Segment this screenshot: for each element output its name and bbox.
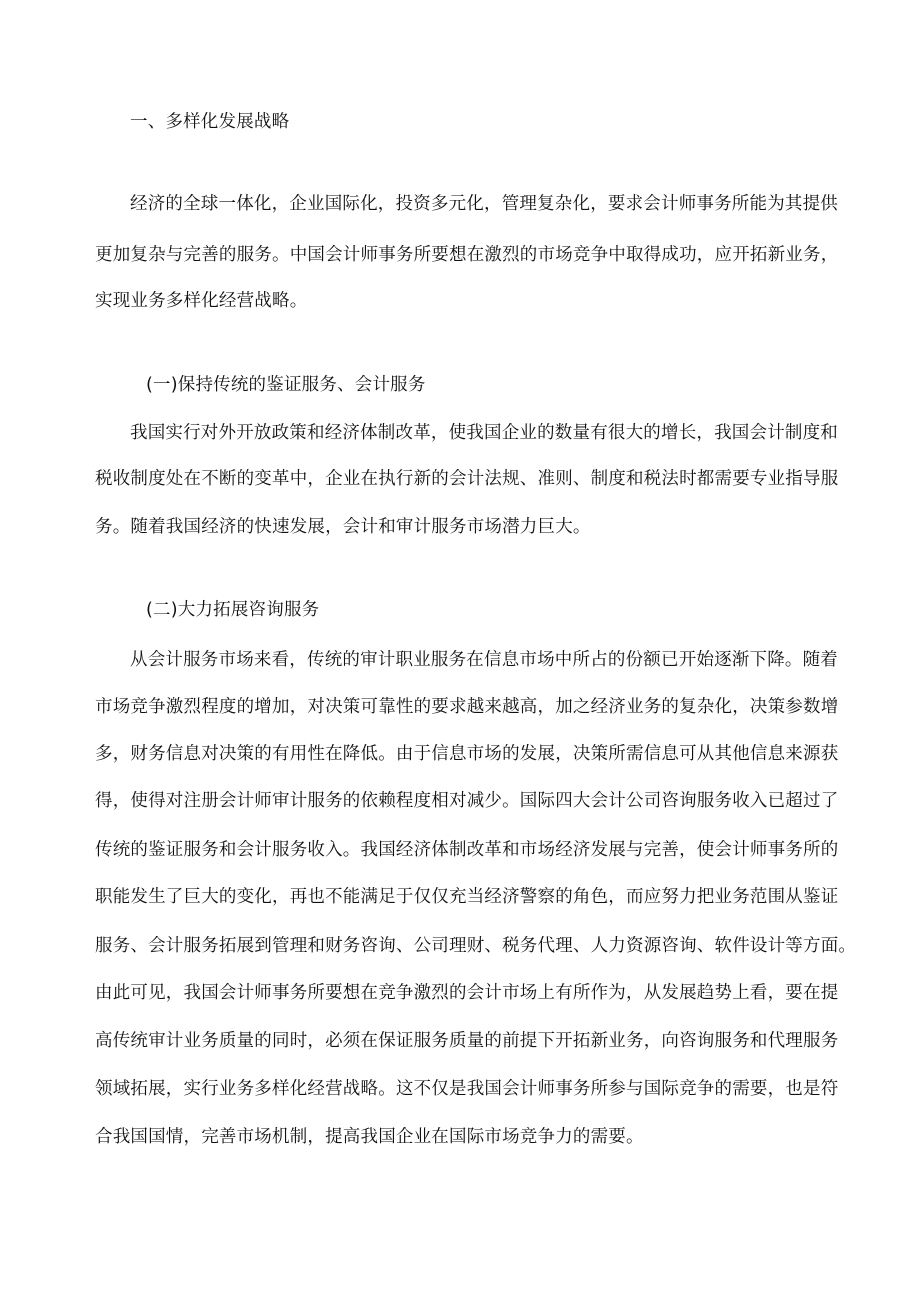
intro-line-2: 更加复杂与完善的服务。中国会计师事务所要想在激烈的市场竞争中取得成功，应开拓新业务， (95, 245, 839, 265)
subsection-2-line-5: 传统的鉴证服务和会计服务收入。我国经济体制改革和市场经济发展与完善，使会计师事务所的 (95, 840, 839, 860)
subsection-2-line-9: 高传统审计业务质量的同时，必须在保证服务质量的前提下开拓新业务，向咨询服务和代理服务 (95, 1031, 839, 1051)
intro-line-1: 经济的全球一体化，企业国际化，投资多元化，管理复杂化，要求会计师事务所能为其提供 (130, 194, 838, 214)
intro-line-3: 实现业务多样化经营战略。 (95, 291, 308, 311)
subsection-2-line-3: 多，财务信息对决策的有用性在降低。由于信息市场的发展，决策所需信息可从其他信息来源获 (95, 744, 839, 764)
subsection-2-line-6: 职能发生了巨大的变化，再也不能满足于仅仅充当经济警察的角色，而应努力把业务范围从鉴证 (95, 887, 839, 907)
subsection-1-line-1: 我国实行对外开放政策和经济体制改革，使我国企业的数量有很大的增长，我国会计制度和 (130, 423, 838, 443)
subsection-2-line-7: 服务、会计服务拓展到管理和财务咨询、公司理财、税务代理、人力资源咨询、软件设计等方面。 (95, 936, 857, 956)
subsection-2-line-11: 合我国国情，完善市场机制，提高我国企业在国际市场竞争力的需要。 (95, 1127, 644, 1147)
subsection-2-heading: (二)大力拓展咨询服务 (146, 600, 320, 620)
subsection-2-line-8: 由此可见，我国会计师事务所要想在竞争激烈的会计市场上有所作为，从发展趋势上看，要在提 (95, 983, 839, 1003)
subsection-2-line-2: 市场竞争激烈程度的增加，对决策可靠性的要求越来越高，加之经济业务的复杂化，决策参数增 (95, 697, 839, 717)
subsection-1-line-2: 税收制度处在不断的变革中，企业在执行新的会计法规、准则、制度和税法时都需要专业指导服 (95, 469, 839, 489)
subsection-2-line-4: 得，使得对注册会计师审计服务的依赖程度相对减少。国际四大会计公司咨询服务收入已超过了 (95, 791, 839, 811)
subsection-1-heading: (一)保持传统的鉴证服务、会计服务 (146, 375, 426, 395)
subsection-1-line-3: 务。随着我国经济的快速发展，会计和审计服务市场潜力巨大。 (95, 517, 591, 537)
subsection-2-line-1: 从会计服务市场来看，传统的审计职业服务在信息市场中所占的份额已开始逐渐下降。随着 (130, 650, 838, 670)
subsection-2-line-10: 领域拓展，实行业务多样化经营战略。这不仅是我国会计师事务所参与国际竞争的需要，也是符 (95, 1079, 839, 1099)
section-heading: 一、多样化发展战略 (130, 112, 290, 132)
